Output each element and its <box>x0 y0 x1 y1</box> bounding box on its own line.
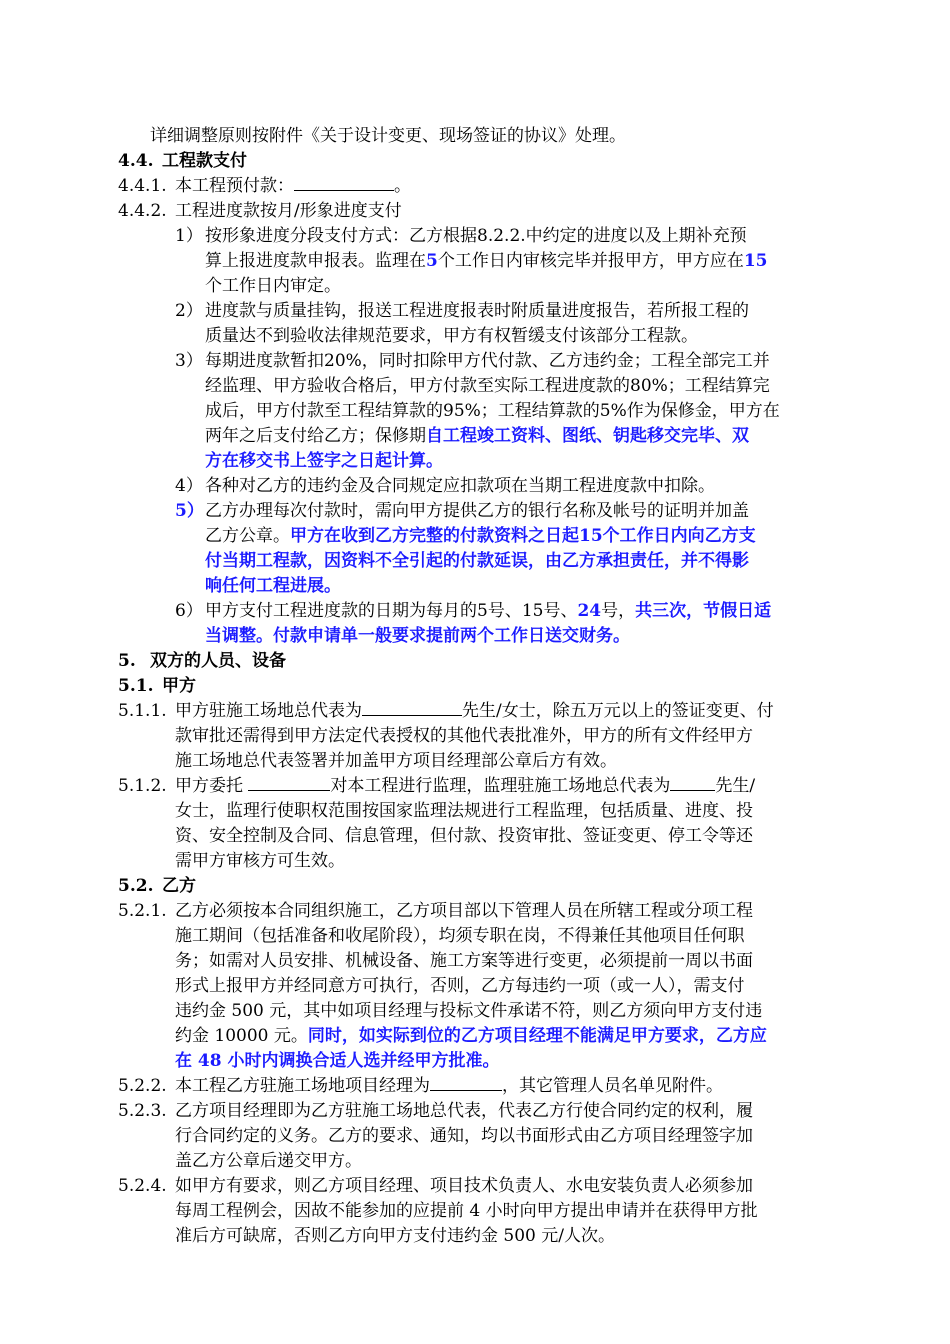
clause-text: 乙方必须按本合同组织施工，乙方项目部以下管理人员在所辖工程或分项工程 <box>175 901 753 921</box>
list-text: 两年之后支付给乙方；保修期自工程竣工资料、图纸、钥匙移交完毕、双 <box>205 426 749 446</box>
clause-text: 务；如需对人员安排、机械设备、施工方案等进行变更，必须提前一周以书面 <box>175 951 753 971</box>
clause-text: 行合同约定的义务。乙方的要求、通知，均以书面形式由乙方项目经理签字加 <box>175 1126 753 1146</box>
clause-text: 如甲方有要求，则乙方项目经理、项目技术负责人、水电安装负责人必须参加 <box>175 1176 753 1196</box>
section-heading: 双方的人员、设备 <box>150 651 286 671</box>
list-text-emphasis: 付当期工程款，因资料不全引起的付款延误，由乙方承担责任，并不得影 <box>205 551 749 571</box>
clause-text: 施工期间（包括准备和收尾阶段），均须专职在岗，不得兼任其他项目任何职 <box>175 926 745 946</box>
list-text: 质量达不到验收法律规范要求，甲方有权暂缓支付该部分工程款。 <box>205 326 698 346</box>
clause-text: 本工程乙方驻施工场地项目经理为 ，其它管理人员名单见附件。 <box>175 1076 723 1096</box>
list-text: 乙方公章。甲方在收到乙方完整的付款资料之日起15个工作日内向乙方支 <box>205 526 756 546</box>
list-text: 算上报进度款申报表。监理在5个工作日内审核完毕并报甲方，甲方应在15 <box>205 251 768 271</box>
clause-number: 5.1.2. <box>118 776 167 796</box>
clause-text: 本工程预付款： 。 <box>175 176 411 196</box>
list-text: 各种对乙方的违约金及合同规定应扣款项在当期工程进度款中扣除。 <box>205 476 715 496</box>
list-text-emphasis: 当调整。付款申请单一般要求提前两个工作日送交财务。 <box>205 626 630 646</box>
clause-text: 违约金 500 元，其中如项目经理与投标文件承诺不符，则乙方须向甲方支付违 <box>175 1001 763 1021</box>
list-number: 1） <box>175 226 203 246</box>
list-text: 乙方办理每次付款时，需向甲方提供乙方的银行名称及帐号的证明并加盖 <box>205 501 749 521</box>
clause-number: 5.2.2. <box>118 1076 167 1096</box>
list-number: 3） <box>175 351 203 371</box>
clause-text-emphasis: 在 48 小时内调换合适人选并经甲方批准。 <box>175 1051 500 1071</box>
clause-text: 甲方委托 对本工程进行监理，监理驻施工场地总代表为 先生/ <box>175 776 756 796</box>
paragraph-line: 详细调整原则按附件《关于设计变更、现场签证的协议》处理。 <box>150 126 626 146</box>
list-text: 经监理、甲方验收合格后，甲方付款至实际工程进度款的80%；工程结算完 <box>205 376 770 396</box>
section-heading: 甲方 <box>162 676 196 696</box>
clause-text: 形式上报甲方并经同意方可执行，否则，乙方每违约一项（或一人），需支付 <box>175 976 745 996</box>
clause-text: 女士，监理行使职权范围按国家监理法规进行工程监理，包括质量、进度、投 <box>175 801 753 821</box>
list-number: 4） <box>175 476 203 496</box>
clause-text: 约金 10000 元。同时，如实际到位的乙方项目经理不能满足甲方要求，乙方应 <box>175 1026 767 1046</box>
blank-field <box>248 774 330 791</box>
blank-field <box>430 1074 502 1091</box>
clause-text: 工程进度款按月/形象进度支付 <box>175 201 402 221</box>
clause-number: 5.2.3. <box>118 1101 167 1121</box>
clause-text: 每周工程例会，因故不能参加的应提前 4 小时向甲方提出申请并在获得甲方批 <box>175 1201 758 1221</box>
section-heading: 工程款支付 <box>162 151 247 171</box>
blank-field <box>670 774 715 791</box>
list-text: 进度款与质量挂钩，报送工程进度报表时附质量进度报告，若所报工程的 <box>205 301 749 321</box>
clause-text: 乙方项目经理即为乙方驻施工场地总代表，代表乙方行使合同约定的权利，履 <box>175 1101 753 1121</box>
list-number: 6） <box>175 601 203 621</box>
section-heading: 乙方 <box>162 876 196 896</box>
clause-text: 款审批还需得到甲方法定代表授权的其他代表批准外，甲方的所有文件经甲方 <box>175 726 753 746</box>
clause-text: 施工场地总代表签署并加盖甲方项目经理部公章后方有效。 <box>175 751 617 771</box>
clause-text: 准后方可缺席，否则乙方向甲方支付违约金 500 元/人次。 <box>175 1226 615 1246</box>
list-text-emphasis: 方在移交书上签字之日起计算。 <box>205 451 443 471</box>
clause-number: 4.4.1. <box>118 176 167 196</box>
clause-text: 甲方驻施工场地总代表为 先生/女士，除五万元以上的签证变更、付 <box>175 701 774 721</box>
list-text-emphasis: 响任何工程进展。 <box>205 576 341 596</box>
clause-number: 5.2.1. <box>118 901 167 921</box>
clause-text: 需甲方审核方可生效。 <box>175 851 345 871</box>
list-number: 2） <box>175 301 203 321</box>
blank-field <box>362 699 462 716</box>
clause-number: 5.1.1. <box>118 701 167 721</box>
section-number: 5. <box>118 651 136 671</box>
clause-number: 5.2.4. <box>118 1176 167 1196</box>
clause-number: 4.4.2. <box>118 201 167 221</box>
list-text: 个工作日内审定。 <box>205 276 341 296</box>
list-text: 甲方支付工程进度款的日期为每月的5号、15号、24号，共三次，节假日适 <box>205 601 772 621</box>
list-text: 成后，甲方付款至工程结算款的95%；工程结算款的5%作为保修金，甲方在 <box>205 401 780 421</box>
section-number: 5.1. <box>118 676 154 696</box>
list-text: 每期进度款暂扣20%，同时扣除甲方代付款、乙方违约金；工程全部完工并 <box>205 351 770 371</box>
list-number: 5） <box>175 501 204 521</box>
blank-field <box>294 174 394 191</box>
section-number: 5.2. <box>118 876 154 896</box>
section-number: 4.4. <box>118 151 154 171</box>
list-text: 按形象进度分段支付方式：乙方根据8.2.2.中约定的进度以及上期补充预 <box>205 226 747 246</box>
clause-text: 盖乙方公章后递交甲方。 <box>175 1151 362 1171</box>
clause-text: 资、安全控制及合同、信息管理，但付款、投资审批、签证变更、停工令等还 <box>175 826 753 846</box>
